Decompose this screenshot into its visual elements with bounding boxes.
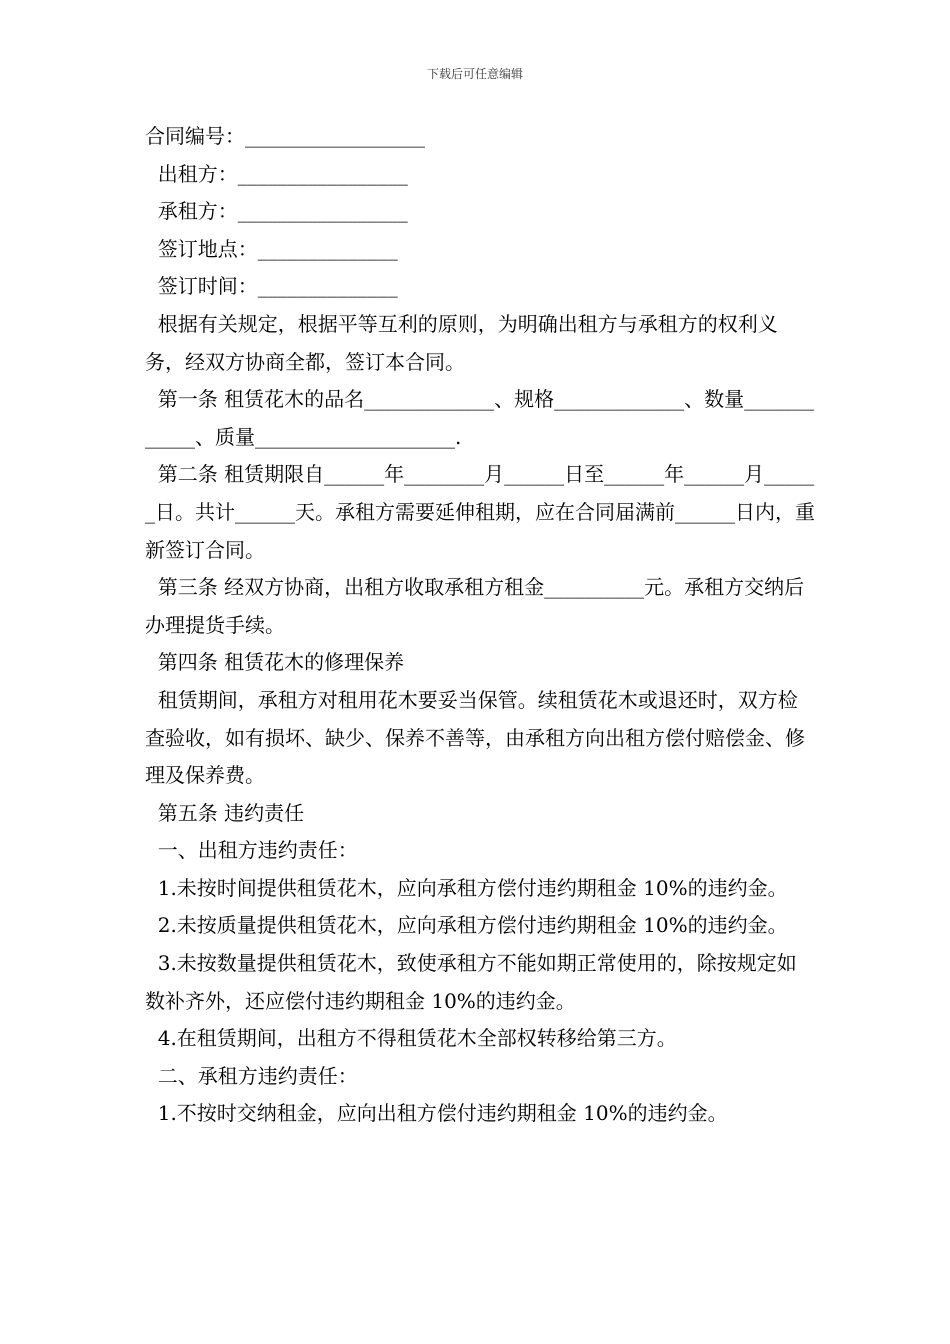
lessee-field: 承租方：_________________ (145, 199, 408, 224)
page-header-note: 下载后可任意编辑 (426, 67, 523, 81)
lessor-breach-item-1: 1.未按时间提供租赁花木，应向承租方偿付违约期租金 10%的违约金。 (145, 875, 788, 900)
lessor-breach-title: 一、出租方违约责任： (145, 838, 358, 863)
lessor-field: 出租方：_________________ (145, 161, 408, 186)
article-4-body: 租赁期间，承租方对租用花木要妥当保管。续租赁花木或退还时，双方检查验收，如有损坏、缺少、保养不善等，由承租方向出租方偿付赔偿金、修理及保养费。 (145, 687, 805, 788)
signing-place-field: 签订地点：______________ (145, 236, 398, 261)
article-5-title: 第五条 违约责任 (145, 800, 305, 825)
contract-number-field: 合同编号：__________________ (145, 124, 425, 148)
article-2: 第二条 租赁期限自______年________月______日至______年______月______日。共计______天。承租方需要延伸租期，应在合同届满前______日内，重新签订合同。 (145, 462, 815, 562)
intro-paragraph: 根据有关规定，根据平等互利的原则，为明确出租方与承租方的权利义务，经双方协商全都，签订本合同。 (145, 311, 778, 374)
lessor-breach-item-3: 3.未按数量提供租赁花木，致使承租方不能如期正常使用的，除按规定如数补齐外，还应偿付违约期租金 10%的违约金。 (145, 951, 797, 1013)
article-3: 第三条 经双方协商，出租方收取承租方租金__________元。承租方交纳后办理提货手续。 (145, 575, 805, 637)
signing-time-field: 签订时间：______________ (145, 274, 398, 299)
lessor-breach-item-4: 4.在租赁期间，出租方不得租赁花木全部权转移给第三方。 (145, 1026, 677, 1051)
lessee-breach-item-1: 1.不按时交纳租金，应向出租方偿付违约期租金 10%的违约金。 (145, 1101, 728, 1126)
article-4-title: 第四条 租赁花木的修理保养 (145, 650, 405, 675)
lessee-breach-title: 二、承租方违约责任： (145, 1063, 358, 1088)
lessor-breach-item-2: 2.未按质量提供租赁花木，应向承租方偿付违约期租金 10%的违约金。 (145, 913, 788, 938)
article-1: 第一条 租赁花木的品名_____________、规格_____________、数量____________、质量____________________. (145, 387, 815, 449)
contract-body (145, 118, 815, 1133)
